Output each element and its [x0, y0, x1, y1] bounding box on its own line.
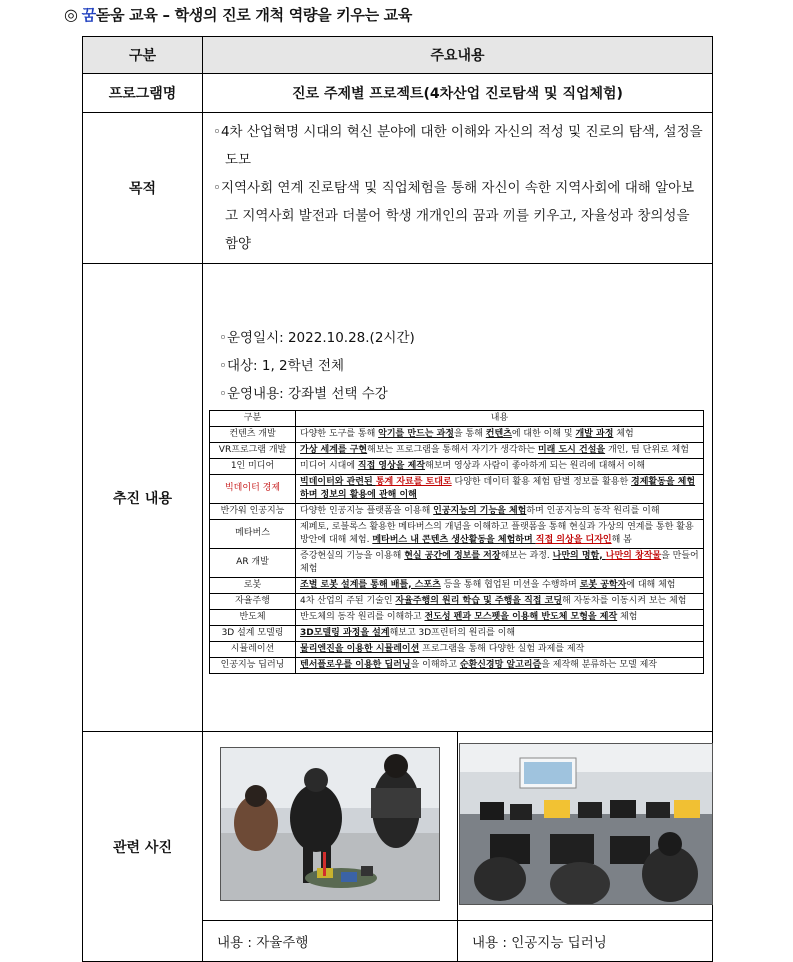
course-row [210, 442, 704, 458]
course-description-part: 컨텐츠 [485, 428, 512, 439]
course-description-part: 로봇 공학자 [579, 579, 627, 590]
course-description-part: 해 자동차를 이동시켜 보는 체험 [562, 595, 687, 606]
caption-right: 내용 : 인공지능 딥러닝 [472, 935, 607, 951]
course-description-part: 다양한 도구를 통해 [300, 428, 379, 439]
course-description-part: 등을 통해 협업된 미션을 수행하며 [440, 579, 580, 590]
captions-cell [203, 921, 713, 962]
course-row [210, 593, 704, 609]
course-description-part: 에 대한 이해 및 [511, 428, 576, 439]
course-description-part: 메타버스 내 콘텐츠 생산활동을 체험하며 [372, 534, 536, 545]
course-row [210, 519, 704, 548]
impl-content [203, 264, 713, 732]
course-description-part: 반도체의 동작 원리를 이해하고 [300, 611, 425, 622]
course-row [210, 657, 704, 673]
page-heading [64, 4, 412, 25]
course-description-part: 미래 도시 건설을 [537, 444, 606, 455]
course-header-content: 내용 [296, 410, 704, 426]
course-row [210, 641, 704, 657]
course-description-part: 해보고 3D프린터의 원리를 이해 [389, 627, 516, 638]
course-row [210, 426, 704, 442]
course-description [296, 548, 704, 577]
course-description-part: 조별 로봇 설계를 통해 배틀, 스포츠 [300, 579, 441, 590]
course-description-part: 인공지능의 기능을 체험 [433, 505, 527, 516]
course-name: 자율주행 [210, 593, 296, 609]
course-description [296, 519, 704, 548]
course-name: 메타버스 [210, 519, 296, 548]
course-description-part: 3D모델링 과정을 설계 [300, 627, 390, 638]
course-description-part: 에 대해 체험 [626, 579, 676, 590]
course-description-part: 다양한 인공지능 플랫폼을 이용해 [300, 505, 434, 516]
course-table [209, 410, 704, 674]
impl-line: ◦운영일시: 2022.10.28.(2시간) [219, 329, 415, 346]
program-name: 진로 주제별 프로젝트(4차산업 진로탐색 및 직업체험) [203, 74, 713, 113]
course-name: 빅데이터 경제 [210, 474, 296, 503]
course-description-part: 개발 과정 [575, 428, 614, 439]
course-description-part: 체험 [617, 611, 638, 622]
photo-left-cell [203, 732, 458, 920]
course-description-part: 물리엔진을 이용한 시뮬레이션 [300, 643, 420, 654]
course-description [296, 458, 704, 474]
course-description-part: 개인, 팀 단위로 체험 [605, 444, 689, 455]
photos-cell [203, 732, 713, 921]
course-header-category: 구분 [210, 410, 296, 426]
course-description-part: 나만의 명함, [552, 550, 606, 561]
heading-mark-icon: ◎ [64, 5, 78, 24]
header-category: 구분 [83, 37, 203, 74]
course-name: 1인 미디어 [210, 458, 296, 474]
heading-highlight: 꿈 [81, 6, 96, 24]
photo-right-cell [458, 732, 713, 920]
course-row [210, 548, 704, 577]
course-description-part: 제페토, 로블록스 활용한 메타버스의 개념을 이해하고 플랫폼을 통해 현실과 가상의 연계를 통한 활용 방안에 대해 체험. [300, 521, 694, 545]
course-description-part: 을 통해 [453, 428, 486, 439]
course-description-part: 텐서플로우를 이용한 딥러닝 [300, 659, 411, 670]
course-name: 컨텐츠 개발 [210, 426, 296, 442]
course-name: VR프로그램 개발 [210, 442, 296, 458]
course-description [296, 577, 704, 593]
photos-label: 관련 사진 [83, 732, 203, 962]
course-name: 반가워 인공지능 [210, 503, 296, 519]
impl-label: 추진 내용 [83, 264, 203, 732]
course-description [296, 641, 704, 657]
purpose-item: ◦지역사회 연계 진로탐색 및 직업체험을 통해 자신이 속한 지역사회에 대해 알아보고 지역사회 발전과 더불어 학생 개개인의 꿈과 끼를 키우고, 자율성과 창의성을 함양 [213, 180, 695, 252]
course-name: 반도체 [210, 609, 296, 625]
course-description-part: 전도성 펜과 모스펫을 이용해 반도체 모형을 제작 [424, 611, 618, 622]
impl-line: ◦운영내용: 강좌별 선택 수강 [219, 385, 388, 402]
course-description-part: 을 만들어 체험 [300, 550, 699, 574]
course-row [210, 503, 704, 519]
photos-grid [203, 732, 712, 920]
course-name: 시뮬레이션 [210, 641, 296, 657]
course-description [296, 426, 704, 442]
course-description [296, 609, 704, 625]
course-description [296, 442, 704, 458]
course-description-part: 증강현실의 기능을 이용해 [300, 550, 405, 561]
course-row [210, 474, 704, 503]
course-description-part: 을 이해하고 [410, 659, 460, 670]
course-description-part: 가상 세계를 구현 [300, 444, 368, 455]
course-description-part: 해 봄 [611, 534, 632, 545]
course-description [296, 503, 704, 519]
course-description-part: 4차 산업의 주된 기술인 [300, 595, 396, 606]
purpose-item: ◦4차 산업혁명 시대의 혁신 분야에 대한 이해와 자신의 적성 및 진로의 탐색, 설정을 도모 [213, 124, 703, 168]
course-description-part: 현실 공간에 정보를 저장 [404, 550, 501, 561]
course-description-part: 해보며 영상과 사람이 좋아하게 되는 원리에 대해서 이해 [425, 460, 646, 471]
photo-autonomous-driving [220, 747, 440, 901]
course-row [210, 625, 704, 641]
course-description-part: 직접 의상을 디자인 [535, 534, 612, 545]
course-description-part: 빅데이터와 관련된 [300, 476, 376, 487]
course-description-part: 다양한 데이터 활용 체험 탐별 정보를 활용한 [451, 476, 632, 487]
course-name: 로봇 [210, 577, 296, 593]
course-description [296, 474, 704, 503]
course-description [296, 625, 704, 641]
course-description-part: 나만의 창작물 [605, 550, 662, 561]
course-description-part: 자율주행의 원리 학습 및 주행을 직접 코딩 [395, 595, 563, 606]
course-description-part: 악기를 만드는 과정 [378, 428, 454, 439]
captions-grid [203, 921, 712, 961]
course-description-part: 경제활동을 체험하며 정보의 활용에 관해 이해 [300, 476, 696, 500]
course-description-part: 프로그램을 통해 다양한 실험 과제를 제작 [419, 643, 585, 654]
course-description-part: 순환신경망 알고리즘 [459, 659, 542, 670]
course-description-part: 을 제작해 분류하는 모델 제작 [541, 659, 657, 670]
course-name: AR 개발 [210, 548, 296, 577]
purpose-label: 목적 [83, 113, 203, 264]
course-rows [210, 426, 704, 673]
impl-line: ◦대상: 1, 2학년 전체 [219, 357, 345, 374]
course-row [210, 458, 704, 474]
main-table [82, 36, 713, 962]
program-label: 프로그램명 [83, 74, 203, 113]
heading-text: 돋움 교육 – 학생의 진로 개척 역량을 키우는 교육 [95, 6, 413, 24]
purpose-content [203, 113, 713, 264]
course-description-part: 체험 [613, 428, 634, 439]
header-content: 주요내용 [203, 37, 713, 74]
course-row [210, 609, 704, 625]
course-description-part: 통계 자료를 토대로 [375, 476, 452, 487]
course-name: 인공지능 딥러닝 [210, 657, 296, 673]
course-description-part: 해보는 과정. [500, 550, 553, 561]
course-description [296, 593, 704, 609]
course-description [296, 657, 704, 673]
course-description-part: 직접 영상을 제작 [357, 460, 426, 471]
course-description-part: 해보는 프로그램을 통해서 자기가 생각하는 [367, 444, 538, 455]
caption-left: 내용 : 자율주행 [203, 921, 458, 961]
course-description-part: 미디어 시대에 [300, 460, 358, 471]
course-description-part: 하며 인공지능의 동작 원리를 이해 [526, 505, 660, 516]
photo-ai-deep-learning [459, 743, 713, 905]
course-name: 3D 설계 모델링 [210, 625, 296, 641]
course-row [210, 577, 704, 593]
